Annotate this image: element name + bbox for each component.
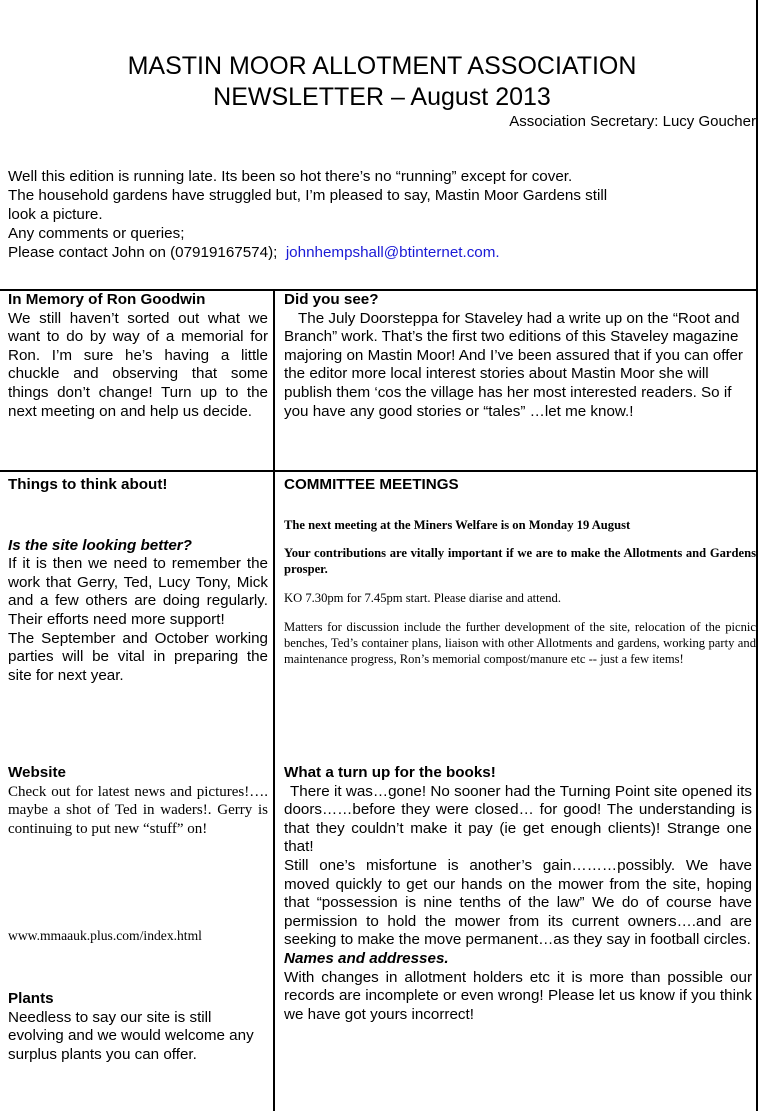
intro-line: Well this edition is running late. Its been so hot there’s no “running” except for cover. — [8, 168, 573, 185]
things-section — [8, 476, 268, 685]
email-link[interactable]: johnhempshall@btinternet.com. — [285, 244, 500, 261]
things-heading: Things to think about! — [8, 476, 168, 493]
website-url[interactable]: www.mmaauk.plus.com/index.html — [8, 928, 202, 943]
intro-paragraph — [8, 167, 758, 262]
memory-section — [8, 291, 268, 421]
newsletter-title-line1: MASTIN MOOR ALLOTMENT ASSOCIATION — [127, 52, 637, 80]
plants-heading: Plants — [8, 990, 54, 1007]
plants-body: Needless to say our site is still evolving and we would welcome any surplus plants you can offer. — [8, 1008, 254, 1063]
row-divider — [0, 470, 758, 472]
intro-line: The household gardens have struggled but, I’m pleased to say, Mastin Moor Gardens still — [8, 187, 608, 204]
memory-heading: In Memory of Ron Goodwin — [8, 291, 206, 308]
intro-line: Any comments or queries; — [8, 225, 185, 242]
books-paragraph: There it was…gone! No sooner had the Turning Point site opened its doors……before they were closed… for good! The understanding is that they couldn’t make it pay (ie get enough clients)! Strange one that! — [284, 782, 752, 856]
committee-meeting-date: The next meeting at the Miners Welfare is on Monday 19 August — [284, 517, 631, 532]
website-section — [8, 764, 268, 838]
committee-section — [284, 476, 756, 667]
books-heading: What a turn up for the books! — [284, 764, 496, 781]
things-paragraph: If it is then we need to remember the work that Gerry, Ted, Lucy Tony, Mick and a few others are doing regularly. Their efforts need more support! — [8, 555, 268, 628]
contact-text: Please contact John on (07919167574); — [8, 244, 278, 261]
didyousee-heading: Did you see? — [284, 291, 379, 308]
books-paragraph: Still one’s misfortune is another’s gain………possibly. We have moved quickly to get our hands on the mower from the site, hoping that “possession is nine tenths of the law” We do of course have permission to hold the mower from its current owners….and are seeking to make the move permanent…as they say in football circles. — [284, 856, 752, 949]
names-heading: Names and addresses. — [284, 949, 449, 967]
contact-line — [8, 243, 758, 262]
committee-start-time: KO 7.30pm for 7.45pm start. Please diarise and attend. — [284, 590, 562, 605]
things-subheading: Is the site looking better? — [8, 536, 192, 554]
right-border — [756, 0, 758, 1111]
committee-matters: Matters for discussion include the further development of the site, relocation of the picnic benches, Ted’s container plans, liaison with other Allotments and gardens, working party and maintenance progress, Ron’s memorial compost/manure etc -- just a few items! — [284, 619, 756, 666]
column-divider — [273, 289, 275, 1111]
newsletter-title-line2: NEWSLETTER – August 2013 — [213, 83, 551, 111]
didyousee-body: The July Doorsteppa for Staveley had a write up on the “Root and Branch” work. That’s the first two editions of this Staveley magazine majoring on Mastin Moor! And I’ve been assured that if you can offer the editor more local interest stories about Mastin Moor she will publish them ‘cos the village has her most interested readers. So if you have any good stories or “tales” …let me know.! — [284, 309, 743, 420]
plants-section — [8, 990, 268, 1064]
didyousee-section — [284, 291, 750, 421]
association-secretary: Association Secretary: Lucy Goucher — [509, 113, 756, 130]
committee-contributions: Your contributions are vitally important if we are to make the Allotments and Gardens prosper. — [284, 545, 756, 576]
intro-line: look a picture. — [8, 206, 103, 223]
books-section — [284, 764, 752, 1024]
website-heading: Website — [8, 764, 66, 781]
memory-body: We still haven’t sorted out what we want to do by way of a memorial for Ron. I’m sure he’s having a little chuckle and observing that some things don’t change! Turn up to the next meeting on and help us decide. — [8, 309, 268, 420]
things-paragraph: The September and October working parties will be vital in preparing the site for next year. — [8, 629, 268, 684]
website-body: Check out for latest news and pictures!…. maybe a shot of Ted in waders!. Gerry is continuing to put new “stuff” on! — [8, 783, 268, 837]
names-body: With changes in allotment holders etc it is more than possible our records are incomplete or even wrong! Please let us know if you think we have got yours incorrect! — [284, 968, 752, 1023]
committee-heading: COMMITTEE MEETINGS — [284, 476, 459, 493]
